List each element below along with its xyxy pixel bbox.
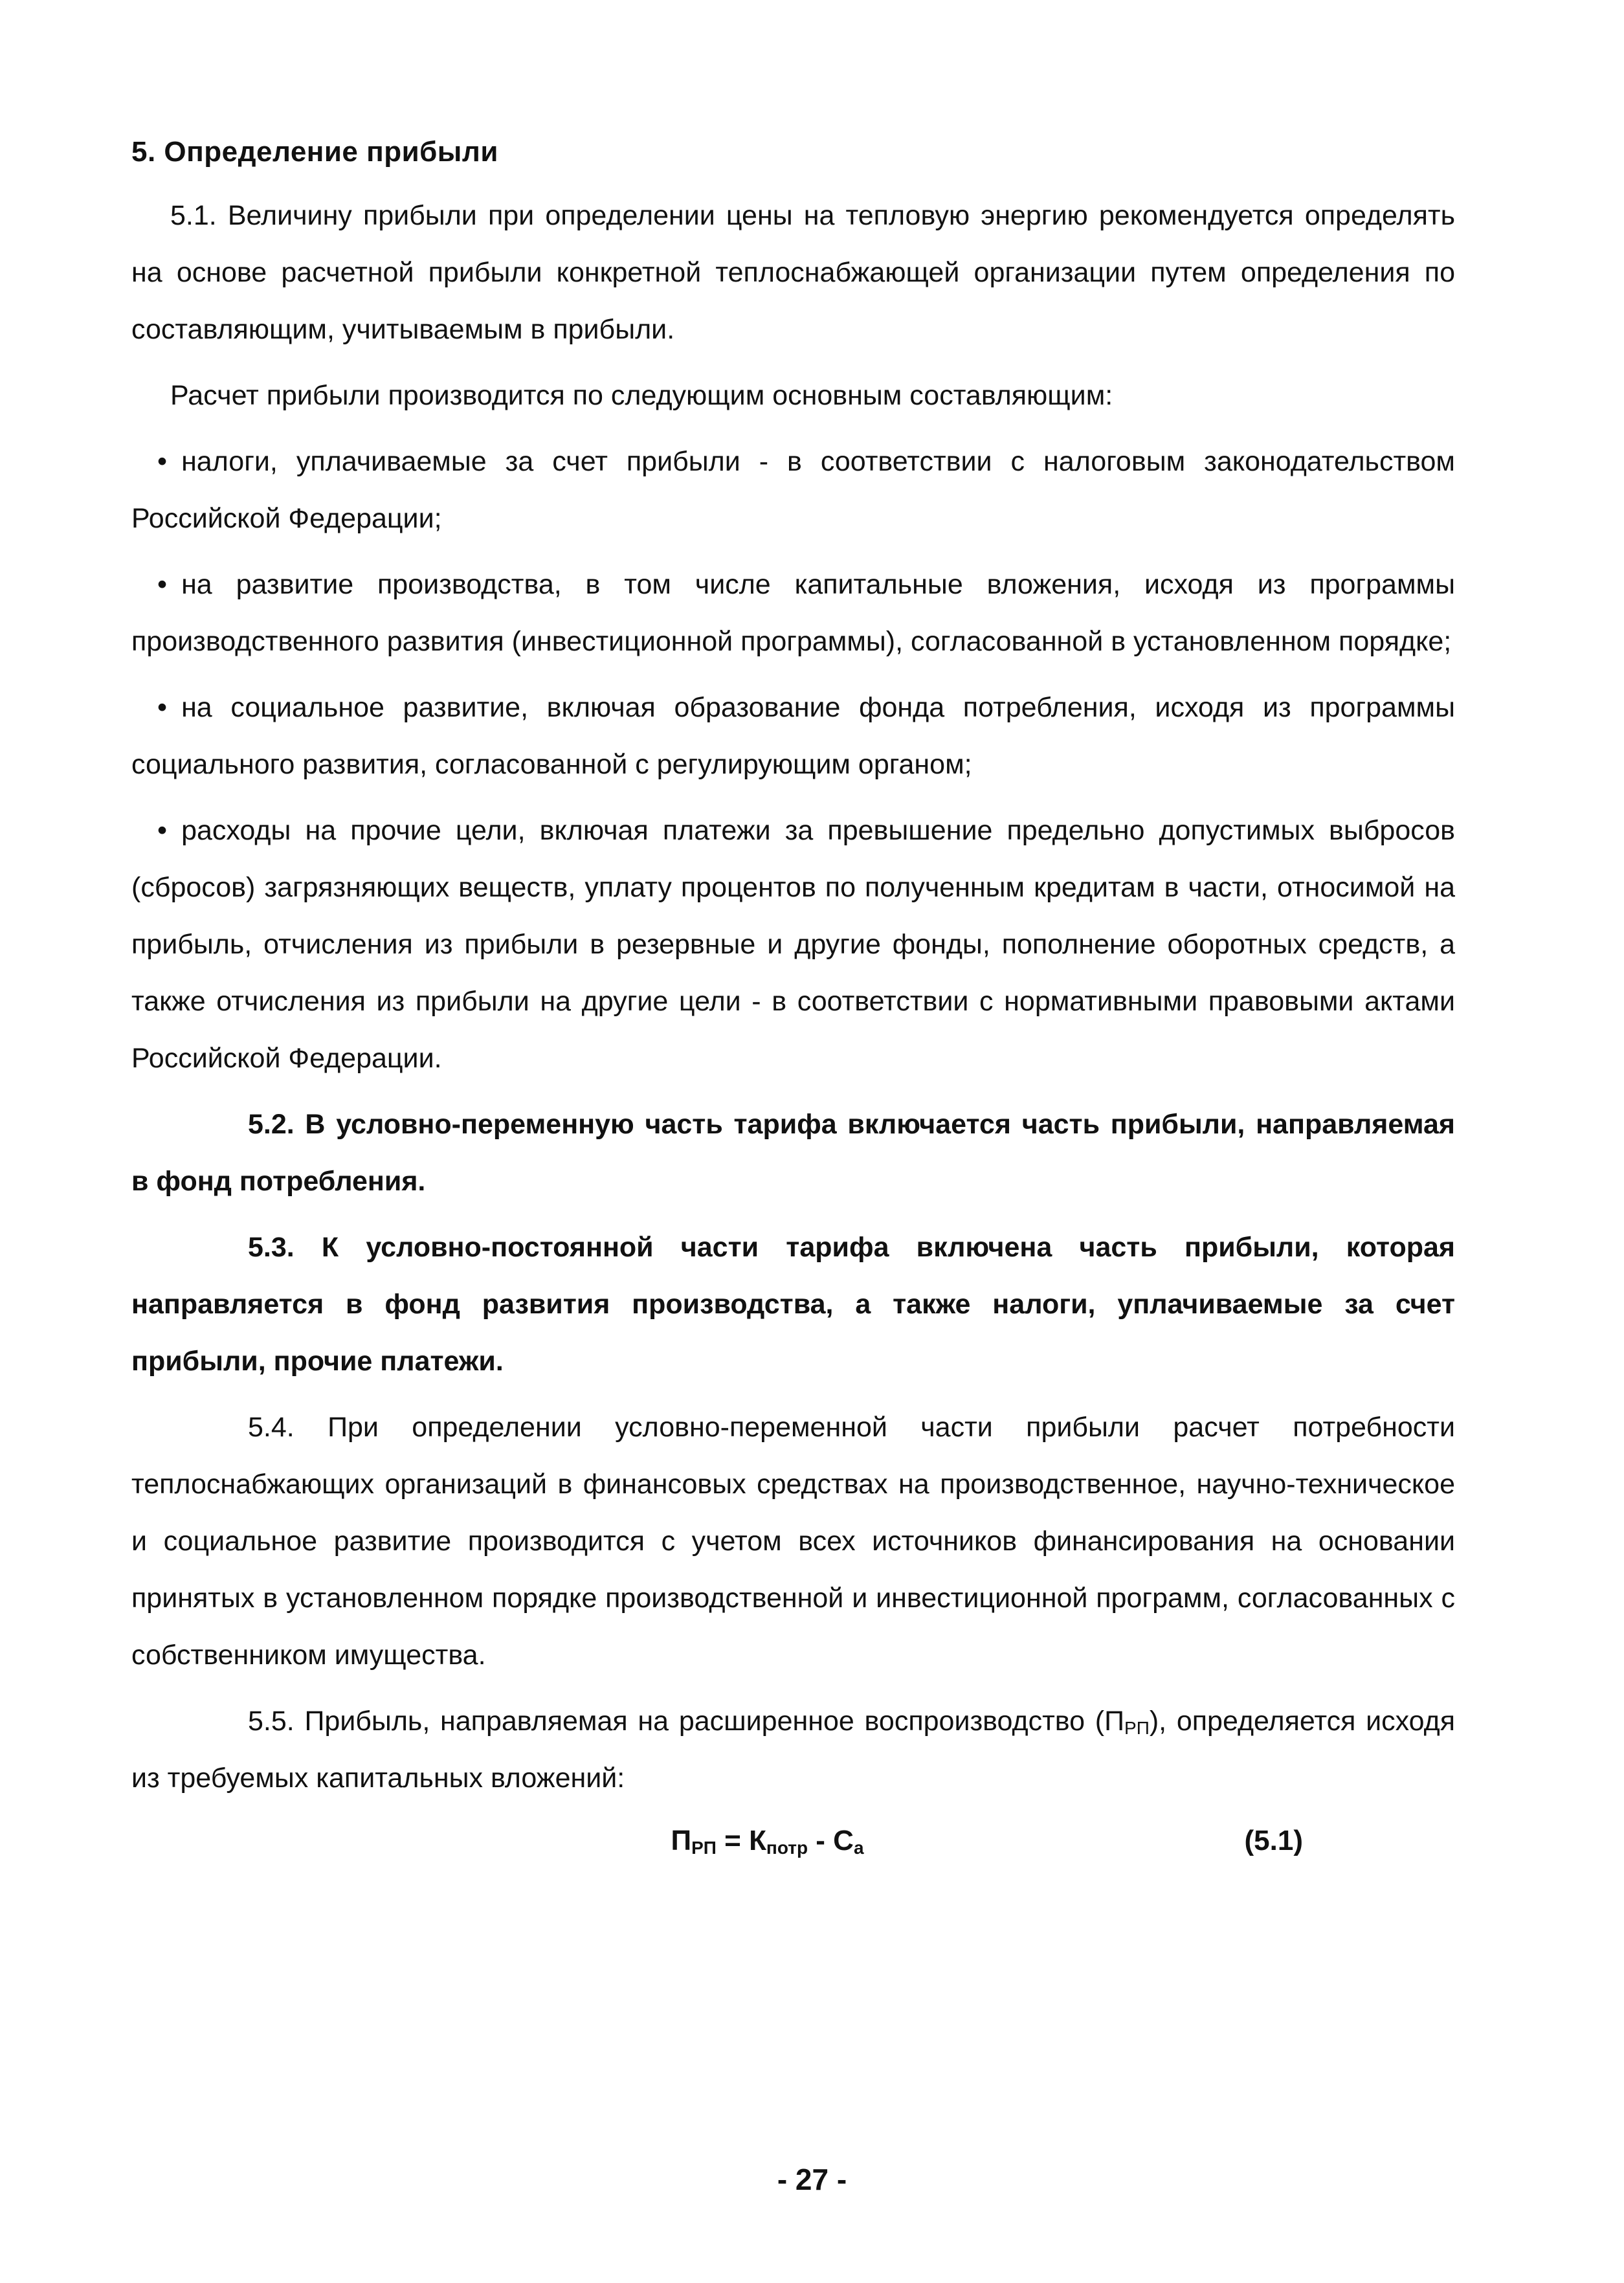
list-item-text: расходы на прочие цели, включая платежи за превышение предельно допустимых выбросов (сбросов) загрязняющих веществ, уплату процентов по полученным кредитам в части, относимой на прибыль, отчисления из прибыли в резервные и другие фонды, пополнение оборотных средств, а также отчисления из прибыли на другие цели - в соответствии с нормативными правовыми актами Российской Федерации. — [131, 815, 1455, 1074]
formula-lhs-subscript: РП — [691, 1838, 717, 1858]
paragraph-5-2: 5.2. В условно-переменную часть тарифа включается часть прибыли, направляемая в фонд потребления. — [131, 1109, 1455, 1197]
formula-minus: - — [808, 1825, 834, 1856]
bullet-icon: • — [157, 815, 168, 846]
paragraph-5-5-subscript: РП — [1124, 1718, 1150, 1738]
document-page — [131, 133, 1455, 1874]
formula-row — [131, 1816, 1455, 1874]
section-title: 5. Определение прибыли — [131, 136, 498, 168]
list-item — [131, 802, 1455, 1087]
paragraph-5-5-main: 5.5. Прибыль, направляемая на расширенное воспроизводство (П — [248, 1706, 1125, 1737]
formula-c: С — [833, 1825, 854, 1856]
formula-lhs: П — [671, 1825, 692, 1856]
paragraph-5-1: 5.1. Величину прибыли при определении цены на тепловую энергию рекомендуется определять на основе расчетной прибыли конкретной теплоснабжающей организации путем определения по составляющим, учитываемым в прибыли. — [131, 200, 1455, 345]
paragraph-components-intro: Расчет прибыли производится по следующим основным составляющим: — [170, 380, 1113, 411]
formula-number: (5.1) — [1244, 1825, 1303, 1856]
paragraph-5-5 — [131, 1693, 1455, 1807]
paragraph-5-4: 5.4. При определении условно-переменной части прибыли расчет потребности теплоснабжающих организаций в финансовых средствах на производственное, научно-техническое и социальное развитие производится с учетом всех источников финансирования на основании принятых в установленном порядке производственной и инвестиционной программ, согласованных с собственником имущества. — [131, 1412, 1455, 1671]
list-item-text: на развитие производства, в том числе капитальные вложения, исходя из программы производственного развития (инвестиционной программы), согласованной в установленном порядке; — [131, 569, 1455, 657]
formula-equals: = — [716, 1825, 750, 1856]
bullet-icon: • — [157, 446, 168, 477]
paragraph-5-3: 5.3. К условно-постоянной части тарифа включена часть прибыли, которая направляется в фонд развития производства, а также налоги, уплачиваемые за счет прибыли, прочие платежи. — [131, 1232, 1455, 1377]
list-item — [131, 679, 1455, 793]
list-item-text: на социальное развитие, включая образование фонда потребления, исходя из программы социального развития, согласованной с регулирующим органом; — [131, 692, 1455, 780]
list-item — [131, 556, 1455, 670]
page-number: - 27 - — [777, 2163, 847, 2196]
bullet-icon: • — [157, 692, 168, 723]
list-item — [131, 433, 1455, 547]
formula-c-subscript: а — [853, 1838, 864, 1858]
list-item-text: налоги, уплачиваемые за счет прибыли - в соответствии с налоговым законодательством Российской Федерации; — [131, 446, 1455, 534]
formula-k-subscript: потр — [766, 1838, 808, 1858]
bullet-icon: • — [157, 569, 168, 600]
paragraph-5-5-tail: ), определяется исходя из требуемых капитальных вложений: — [131, 1706, 1455, 1794]
formula-k: К — [749, 1825, 766, 1856]
